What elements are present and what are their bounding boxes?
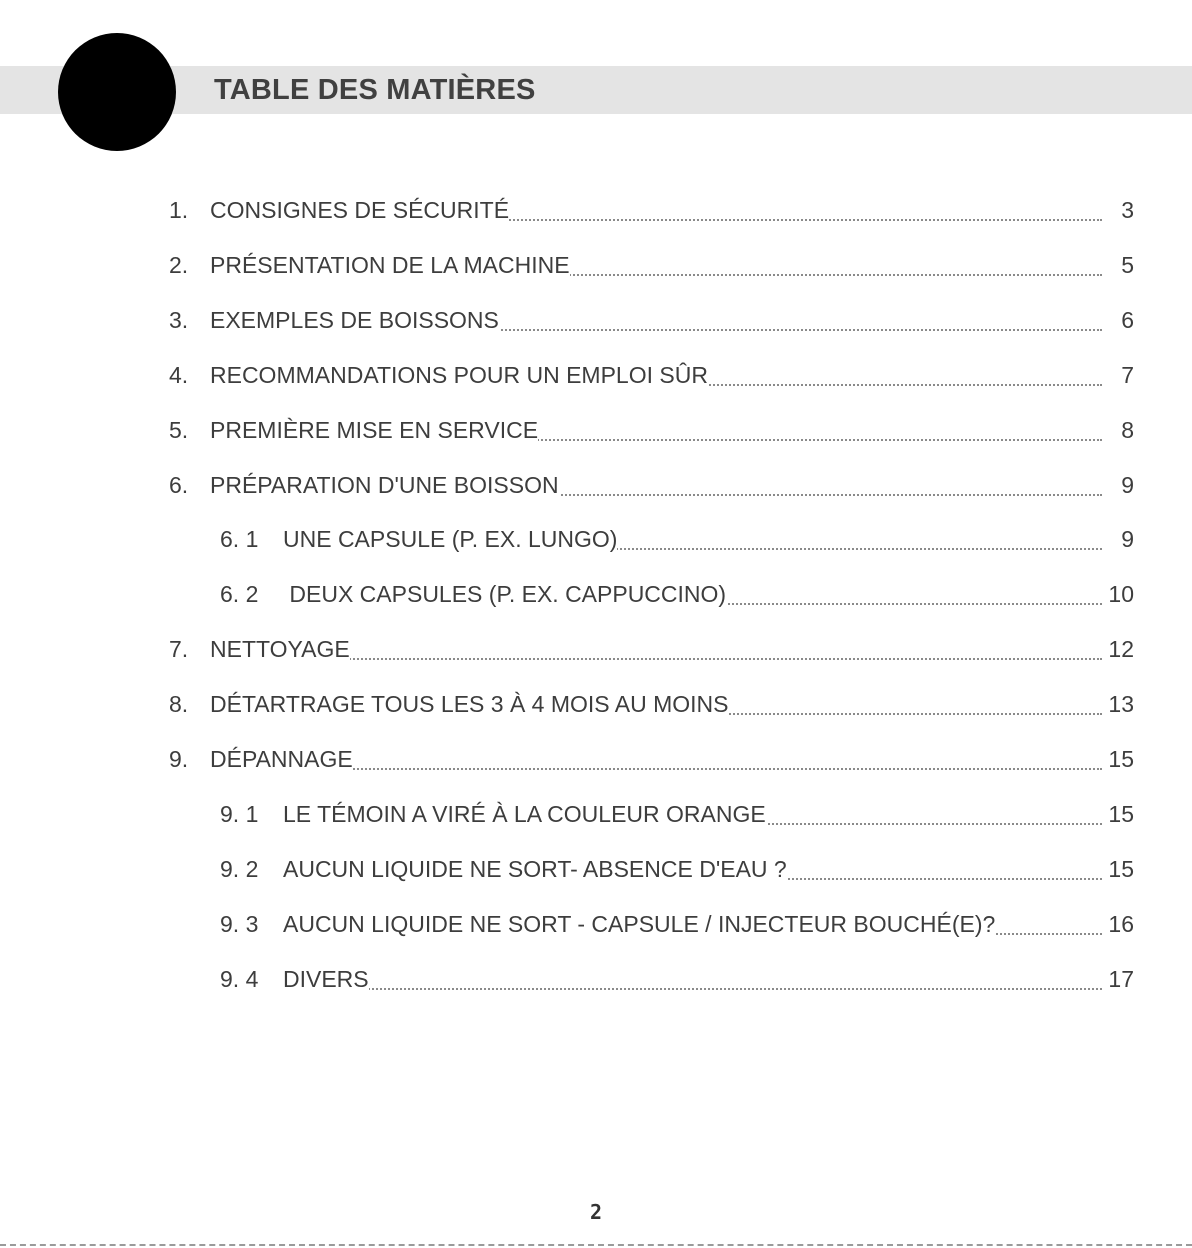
toc-entry-title: NETTOYAGE (210, 636, 350, 663)
toc-entry-page: 15 (1104, 744, 1134, 774)
toc-entry[interactable] (0, 415, 1192, 445)
toc-entry-title: AUCUN LIQUIDE NE SORT - CAPSULE / INJECTEUR BOUCHÉ(E)? (283, 910, 996, 937)
toc-entry-page: 15 (1104, 799, 1134, 829)
toc-entry-page: 8 (1117, 415, 1134, 445)
page-number: 2 (589, 1200, 603, 1224)
toc-entry[interactable] (0, 799, 1192, 829)
bottom-divider (0, 1244, 1192, 1246)
toc-entry[interactable] (0, 360, 1192, 390)
page-title: TABLE DES MATIÈRES (214, 74, 536, 106)
toc-dot-leader (283, 958, 1102, 990)
toc-entry-number: 5. (169, 416, 189, 443)
toc-entry[interactable] (0, 579, 1192, 609)
toc-entry-page: 12 (1104, 634, 1134, 664)
header-band (0, 66, 1192, 114)
toc-entry-title: RECOMMANDATIONS POUR UN EMPLOI SÛR (210, 361, 708, 388)
toc-entry-title: AUCUN LIQUIDE NE SORT- ABSENCE D'EAU ? (283, 855, 787, 882)
toc-entry-page: 5 (1117, 250, 1134, 280)
toc-entry-number: 6. 2 (220, 581, 259, 608)
toc-entry[interactable] (0, 524, 1192, 554)
toc-entry[interactable] (0, 470, 1192, 500)
toc-entry-title: CONSIGNES DE SÉCURITÉ (210, 197, 510, 223)
toc-entry-number: 1. (169, 197, 189, 223)
toc-entry-number: 4. (169, 361, 189, 388)
toc-entry-page: 9 (1117, 470, 1134, 500)
toc-entry-number: 9. 2 (220, 855, 259, 882)
toc-entry-number: 6. 1 (220, 526, 259, 553)
toc-entry-number: 8. (169, 691, 189, 718)
toc-entry[interactable] (0, 909, 1192, 939)
toc-entry-page: 13 (1104, 689, 1134, 719)
toc-entry-title: DIVERS (283, 965, 369, 992)
toc-entry-title: PRÉSENTATION DE LA MACHINE (210, 251, 570, 278)
toc-entry-number: 9. (169, 746, 189, 772)
toc-entry-title: UNE CAPSULE (P. EX. LUNGO) (283, 526, 618, 553)
toc-entry-page: 16 (1104, 909, 1134, 939)
toc-entry[interactable] (0, 854, 1192, 884)
toc-entry-number: 6. (169, 471, 189, 498)
toc-entry-page: 6 (1117, 305, 1134, 335)
toc-entry[interactable] (0, 634, 1192, 664)
toc-entry-number: 7. (169, 636, 189, 663)
toc-entry-page: 15 (1104, 854, 1134, 884)
toc-entry-title: DÉTARTRAGE TOUS LES 3 À 4 MOIS AU MOINS (210, 691, 729, 718)
toc-entry-number: 9. 4 (220, 965, 259, 992)
toc-entry-title: DEUX CAPSULES (P. EX. CAPPUCCINO) (283, 581, 727, 608)
toc-entry-title: DÉPANNAGE (210, 746, 353, 772)
toc-entry[interactable] (0, 195, 1192, 225)
toc-entry-page: 10 (1104, 579, 1134, 609)
toc-entry-title: PREMIÈRE MISE EN SERVICE (210, 416, 539, 443)
toc-entry-page: 17 (1104, 964, 1134, 994)
toc-entry[interactable] (0, 744, 1192, 774)
toc-entry-number: 9. 1 (220, 800, 259, 827)
toc-entry[interactable] (0, 964, 1192, 994)
toc-entry[interactable] (0, 305, 1192, 335)
toc-entry-number: 3. (169, 306, 189, 333)
toc-entry-page: 7 (1117, 360, 1134, 390)
toc-entry-title: PRÉPARATION D'UNE BOISSON (210, 471, 559, 498)
toc-entry[interactable] (0, 689, 1192, 719)
toc-entry-page: 3 (1117, 195, 1134, 225)
header-circle-mark (58, 33, 176, 151)
toc-entry-title: LE TÉMOIN A VIRÉ À LA COULEUR ORANGE (283, 800, 766, 827)
toc-entry-title: EXEMPLES DE BOISSONS (210, 306, 499, 333)
toc-entry-number: 2. (169, 251, 189, 278)
toc-entry-number: 9. 3 (220, 910, 259, 937)
toc-entry[interactable] (0, 250, 1192, 280)
toc-entry-page: 9 (1117, 524, 1134, 554)
